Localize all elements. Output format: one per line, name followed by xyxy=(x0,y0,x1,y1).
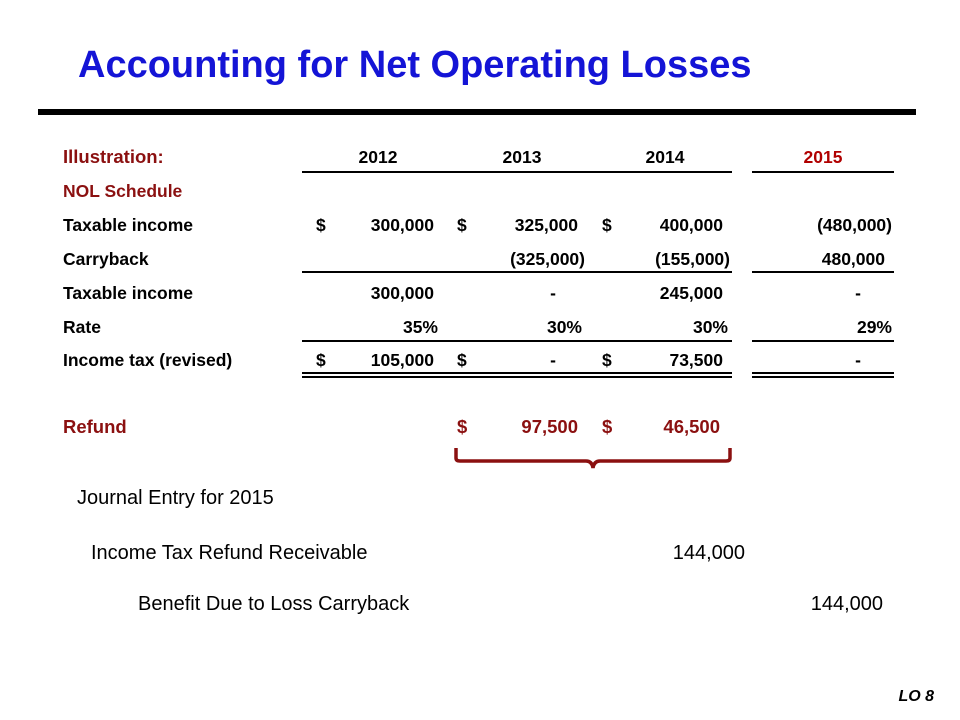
dollar-sign: $ xyxy=(457,215,467,235)
refund-label: Refund xyxy=(63,416,127,437)
learning-objective-tag: LO 8 xyxy=(898,688,934,705)
cell-value: - xyxy=(550,283,556,303)
dollar-sign: $ xyxy=(602,416,613,437)
total-double-underline xyxy=(302,376,732,378)
curly-brace-icon xyxy=(452,446,734,476)
header-underline-2015 xyxy=(752,171,894,173)
cell-value: (155,000) xyxy=(655,249,730,269)
row-label-taxable-income: Taxable income xyxy=(63,215,194,235)
year-2015: 2015 xyxy=(803,147,843,167)
cell-value: 300,000 xyxy=(370,215,434,235)
year-2012: 2012 xyxy=(358,147,398,167)
cell-value: 300,000 xyxy=(370,283,434,303)
cell-value: 29% xyxy=(856,317,892,337)
cell-value: 400,000 xyxy=(659,215,723,235)
cell-value: (480,000) xyxy=(817,215,892,235)
total-double-underline-2015 xyxy=(752,376,894,378)
refund-2013: 97,500 xyxy=(521,416,578,437)
journal-entry-heading: Journal Entry for 2015 xyxy=(77,487,274,509)
credit-account: Benefit Due to Loss Carryback xyxy=(138,593,410,615)
illustration-label: Illustration: xyxy=(63,146,164,167)
refund-2014: 46,500 xyxy=(663,416,720,437)
dollar-sign: $ xyxy=(457,350,467,370)
slide-title: Accounting for Net Operating Losses xyxy=(78,44,752,86)
carryback-underline-2015 xyxy=(752,271,894,273)
title-divider xyxy=(38,109,916,115)
rate-underline-2015 xyxy=(752,340,894,342)
dollar-sign: $ xyxy=(457,416,468,437)
year-2013: 2013 xyxy=(502,147,542,167)
header-underline xyxy=(302,171,732,173)
cell-value: 30% xyxy=(692,317,728,337)
cell-value: 245,000 xyxy=(659,283,723,303)
cell-value: 30% xyxy=(546,317,582,337)
cell-value: (325,000) xyxy=(510,249,585,269)
rate-underline xyxy=(302,340,732,342)
credit-amount: 144,000 xyxy=(810,593,883,615)
total-double-underline-2015 xyxy=(752,372,894,374)
cell-value: - xyxy=(855,350,861,370)
row-label-rate: Rate xyxy=(63,317,101,337)
year-2014: 2014 xyxy=(645,147,685,167)
cell-value: - xyxy=(855,283,861,303)
cell-value: 325,000 xyxy=(514,215,578,235)
carryback-underline xyxy=(302,271,732,273)
row-label-taxable-income-after: Taxable income xyxy=(63,283,194,303)
cell-value: - xyxy=(550,350,556,370)
cell-value: 480,000 xyxy=(821,249,885,269)
nol-schedule-label: NOL Schedule xyxy=(63,181,183,201)
cell-value: 35% xyxy=(402,317,438,337)
cell-value: 73,500 xyxy=(669,350,723,370)
dollar-sign: $ xyxy=(602,215,612,235)
dollar-sign: $ xyxy=(316,350,326,370)
total-double-underline xyxy=(302,372,732,374)
cell-value: 105,000 xyxy=(370,350,434,370)
debit-account: Income Tax Refund Receivable xyxy=(91,542,368,564)
row-label-carryback: Carryback xyxy=(63,249,149,269)
dollar-sign: $ xyxy=(602,350,612,370)
row-label-income-tax-revised: Income tax (revised) xyxy=(63,350,233,370)
dollar-sign: $ xyxy=(316,215,326,235)
debit-amount: 144,000 xyxy=(672,542,745,564)
